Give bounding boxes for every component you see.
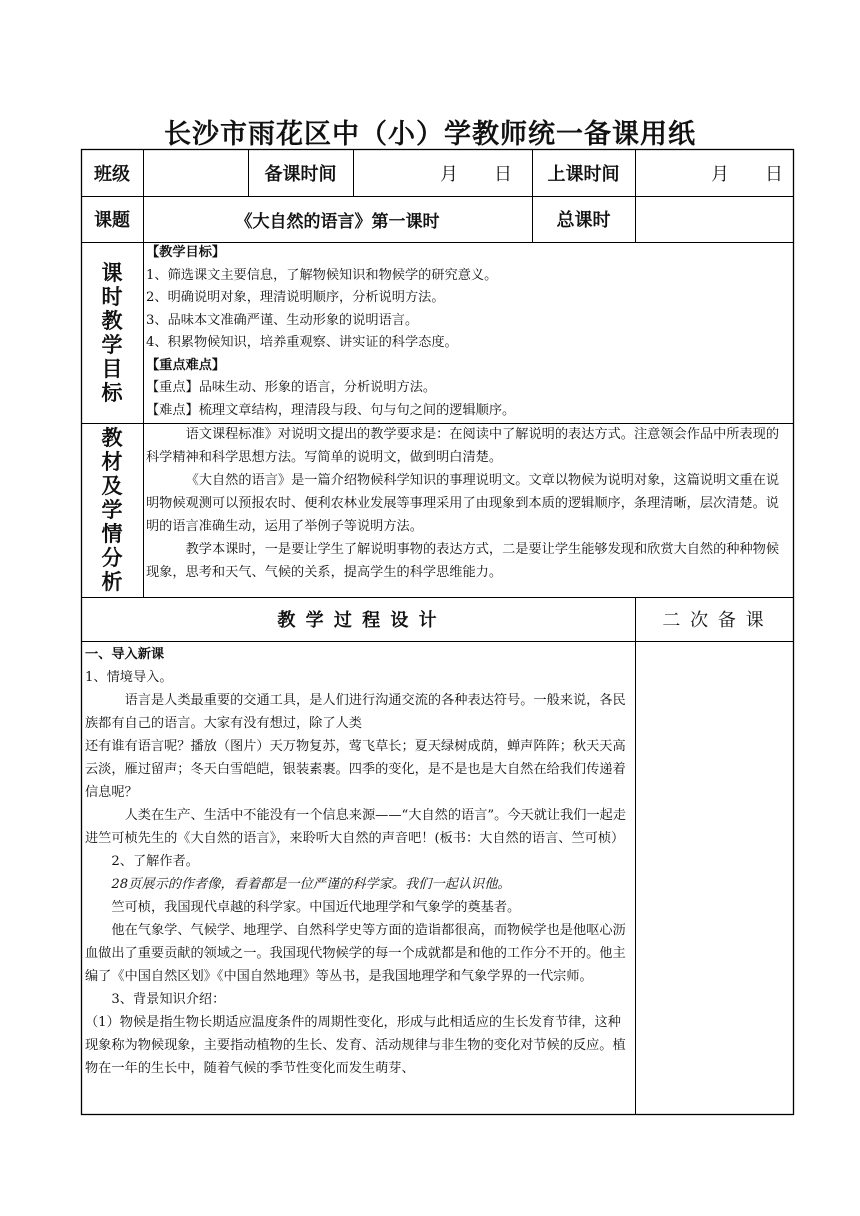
objectives-label: 课时教学目标 <box>101 260 123 405</box>
process-paragraph: 他在气象学、气候学、地理学、自然科学史等方面的造诣都很高，而物候学也是他呕心沥血做出了重要贡献的领域之一。我国现代物候学的每一个成就都是和他的工作分不开的。他主编了《中国自然区划》《中国自然地理》等丛书，是我国地理学和气象学界的一代宗师。 <box>85 923 626 984</box>
class-time-label: 上课时间 <box>547 163 620 185</box>
process-paragraph: 语言是人类最重要的交通工具，是人们进行沟通交流的各种表达符号。一般来说，各民族都有自己的语言。大家有没有想过，除了人类 <box>85 693 626 731</box>
objectives-content <box>146 242 791 422</box>
second-prep-header: 二 次 备 课 <box>662 610 766 631</box>
step-heading: 3、背景知识介绍： <box>111 992 226 1007</box>
key-point <box>146 377 791 400</box>
difficult-point <box>146 400 791 423</box>
class-time-value: 月 日 <box>711 163 783 185</box>
total-hours-label: 总课时 <box>556 210 611 231</box>
difficult-tag: 【难点】 <box>146 402 199 418</box>
process-content <box>85 643 631 1113</box>
topic-value: 《大自然的语言》第一课时 <box>235 211 440 232</box>
prep-time-label: 备课时间 <box>264 163 337 185</box>
key-tag: 【重点】 <box>146 380 199 395</box>
analysis-paragraph: 《大自然的语言》是一篇介绍物候科学知识的事理说明文。文章以物候为说明对象，这篇说明文重在说明物候观测可以预报农时、便利农林业发展等事理采用了由现象到本质的逻辑顺序，条理清晰，层次清楚。说明的语言准确生动，运用了举例子等说明方法。 <box>146 473 780 534</box>
objective-item: 4、积累物候知识，培养重观察、讲实证的科学态度。 <box>146 335 458 350</box>
analysis-paragraph: 语文课程标准》对说明文提出的教学要求是：在阅读中了解说明的表达方式。注意领会作品中所表现的科学精神和科学思想方法。写简单的说明文，做到明白清楚。 <box>146 427 780 465</box>
objective-item: 2、明确说明对象，理清说明顺序，分析说明方法。 <box>146 290 445 305</box>
analysis-content <box>146 423 789 584</box>
page-title: 长沙市雨花区中（小）学教师统一备课用纸 <box>164 119 696 150</box>
objective-item: 1、筛选课文主要信息，了解物候知识和物候学的研究意义。 <box>146 267 498 283</box>
analysis-paragraph: 教学本课时，一是要让学生了解说明事物的表达方式，二是要让学生能够发现和欣赏大自然的种种物候现象，思考和天气、气候的关系，提高学生的科学思维能力。 <box>146 542 780 580</box>
class-label: 班级 <box>94 163 130 185</box>
process-paragraph: 竺可桢，我国现代卓越的科学家。中国近代地理学和气象学的奠基者。 <box>111 900 521 915</box>
analysis-label: 教材及学情分析 <box>101 426 123 594</box>
topic-label: 课题 <box>94 210 130 231</box>
section-heading: 一、导入新课 <box>85 647 165 662</box>
process-paragraph: 人类在生产、生活中不能没有一个信息来源——“大自然的语言”。今天就让我们一起走进竺可桢先生的《大自然的语言》，来聆听大自然的声音吧！(板书：大自然的语言、竺可桢） <box>85 808 627 846</box>
step-heading: 2、了解作者。 <box>111 854 199 869</box>
process-header: 教 学 过 程 设 计 <box>277 610 439 631</box>
difficult-text: 梳理文章结构，理清段与段、句与句之间的逻辑顺序。 <box>198 402 516 418</box>
objectives-heading: 【教学目标】 <box>146 245 226 260</box>
step-heading: 1、情境导入。 <box>85 670 173 685</box>
process-paragraph: 还有谁有语言呢？播放（图片）天万物复苏，莺飞草长；夏天绿树成荫，蝉声阵阵；秋天天高云淡，雁过留声；冬天白雪皑皑，银装素裹。四季的变化，是不是也是大自然在给我们传递着信息呢？ <box>85 739 626 800</box>
prep-time-value: 月 日 <box>440 163 512 185</box>
key-points-heading: 【重点难点】 <box>146 357 226 373</box>
objective-item: 3、品味本文准确严谨、生动形象的说明语言。 <box>146 312 419 328</box>
key-text: 品味生动、形象的语言，分析说明方法。 <box>198 380 437 395</box>
process-paragraph: （1）物候是指生物长期适应温度条件的周期性变化，形成与此相适应的生长发育节律，这种现象称为物候现象，主要指动植物的生长、发育、活动规律与非生物的变化对节候的反应。植物在一年的生长中，随着气候的季节性变化而发生萌芽、 <box>85 1015 626 1076</box>
process-paragraph: 28页展示的作者像，看着都是一位严谨的科学家。我们一起认识他。 <box>111 877 511 892</box>
